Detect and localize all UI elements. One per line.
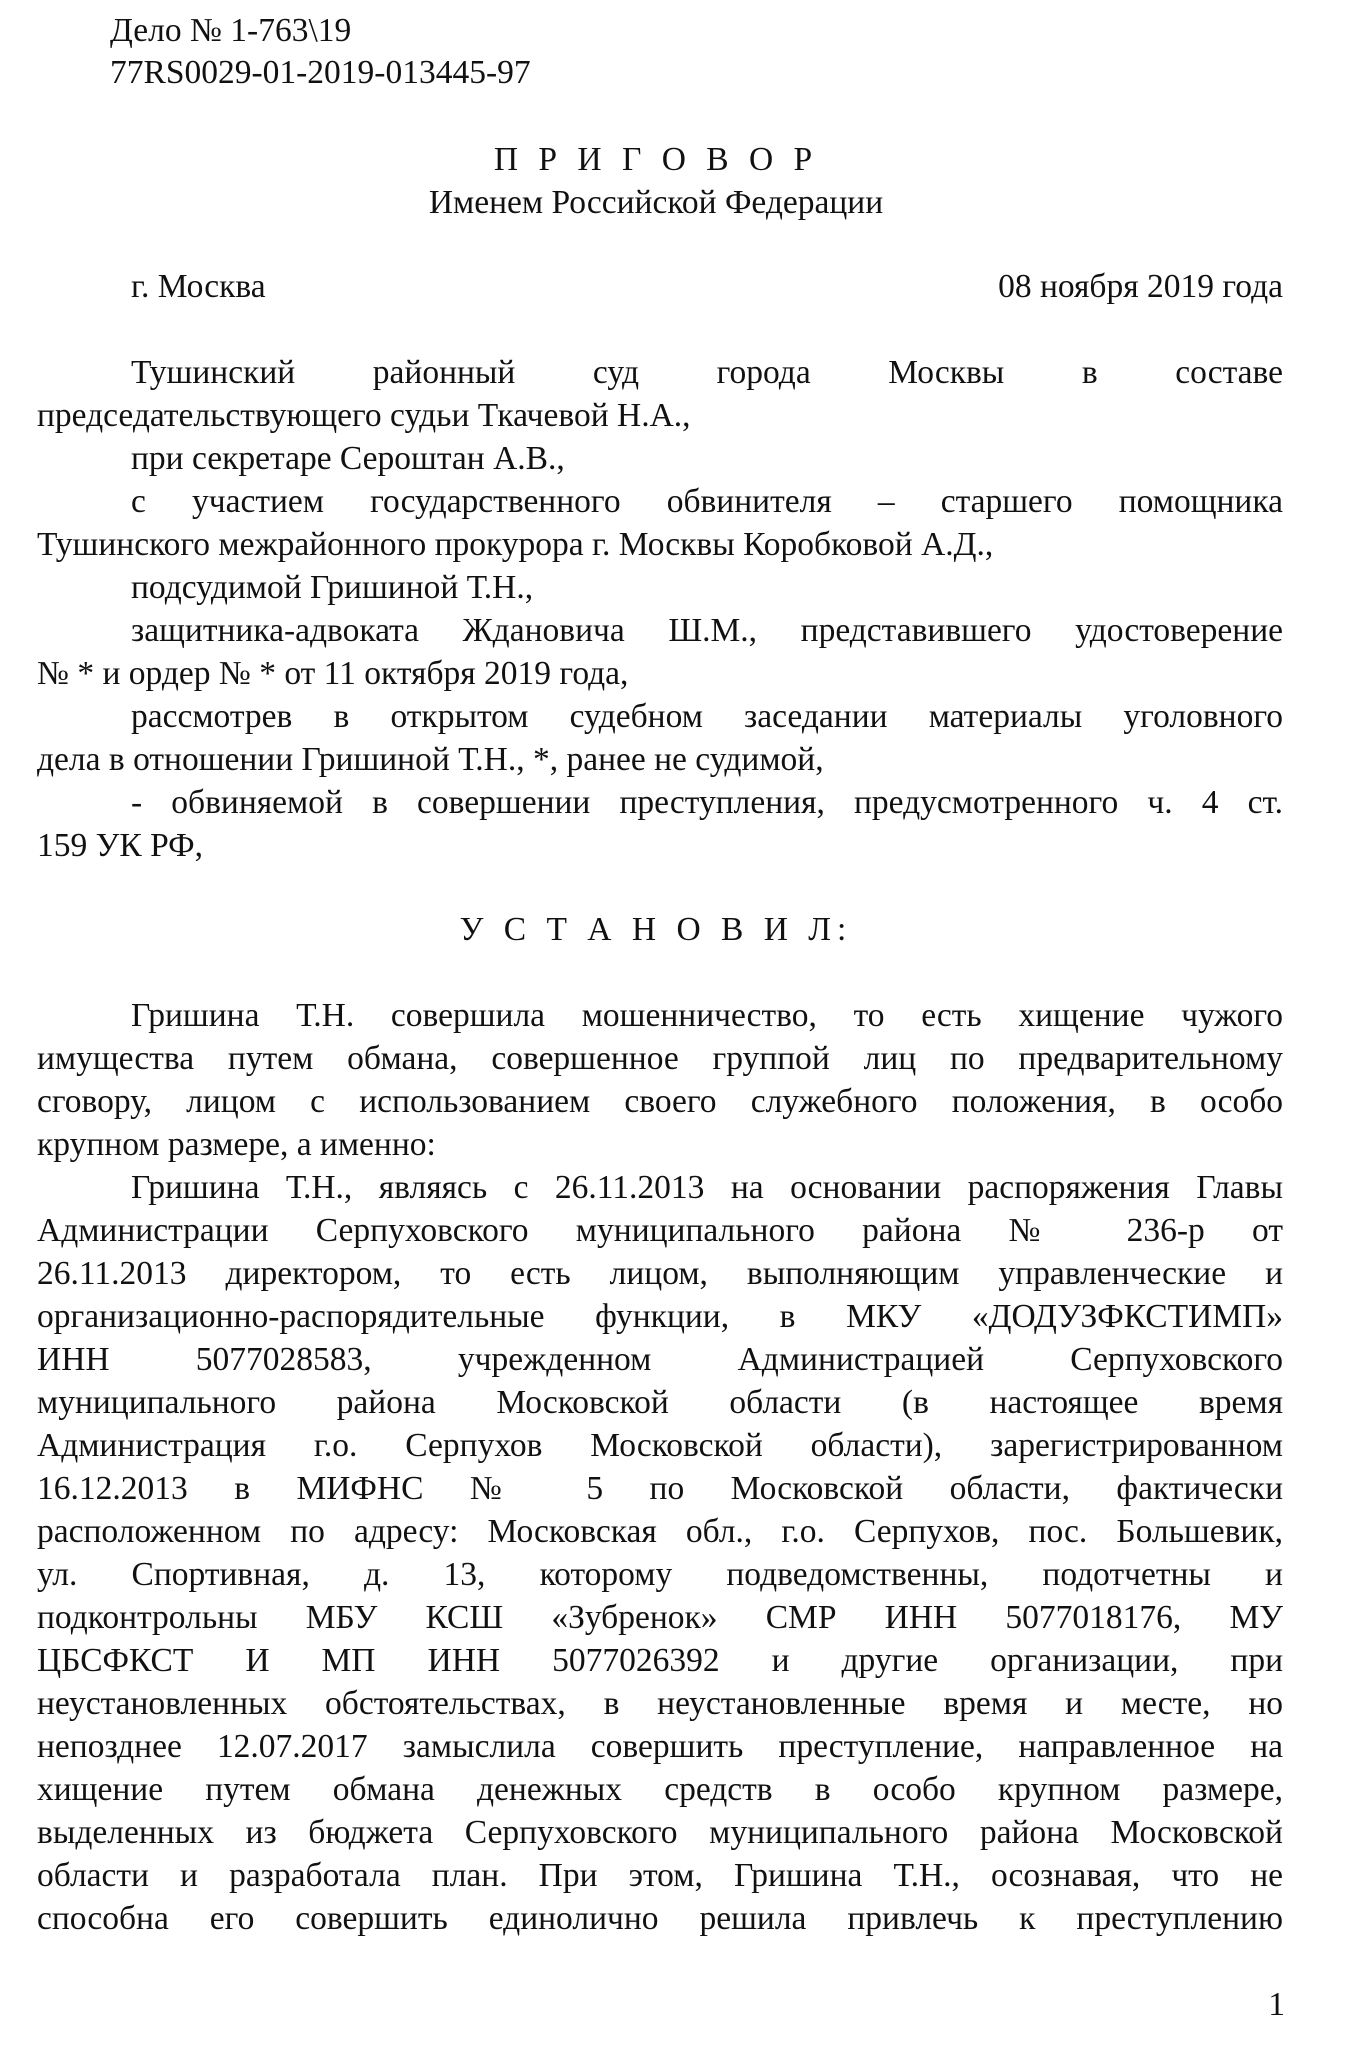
- intro-line: 159 УК РФ,: [37, 827, 203, 864]
- intro-line: председательствующего судьи Ткачевой Н.А.,: [37, 397, 691, 434]
- intro-line: № * и ордер № * от 11 октября 2019 года,: [37, 655, 629, 692]
- intro-line: защитника-адвоката Ждановича Ш.М., представившего удостоверение: [131, 612, 1283, 649]
- body-line: способна его совершить единолично решила привлечь к преступлению: [37, 1900, 1283, 1937]
- body-line: крупном размере, а именно:: [37, 1126, 436, 1163]
- body-line: Администрация г.о. Серпухов Московской области), зарегистрированном: [37, 1427, 1283, 1464]
- body-line: ЦБСФКСТ И МП ИНН 5077026392 и другие организации, при: [37, 1642, 1283, 1679]
- intro-line: Тушинского межрайонного прокурора г. Москвы Коробковой А.Д.,: [37, 526, 994, 563]
- body-line: Гришина Т.Н., являясь с 26.11.2013 на основании распоряжения Главы: [131, 1169, 1283, 1206]
- body-line: ул. Спортивная, д. 13, которому подведомственны, подотчетны и: [37, 1556, 1283, 1593]
- document-title: П Р И Г О В О Р: [493, 141, 819, 178]
- date: 08 ноября 2019 года: [998, 268, 1283, 305]
- intro-line: дела в отношении Гришиной Т.Н., *, ранее не судимой,: [37, 741, 824, 778]
- body-line: сговору, лицом с использованием своего служебного положения, в особо: [37, 1083, 1283, 1120]
- body-line: муниципального района Московской области (в настоящее время: [37, 1384, 1283, 1421]
- body-line: хищение путем обмана денежных средств в особо крупном размере,: [37, 1771, 1283, 1808]
- body-line: 16.12.2013 в МИФНС № 5 по Московской области, фактически: [37, 1470, 1283, 1507]
- intro-line: подсудимой Гришиной Т.Н.,: [131, 569, 534, 606]
- body-line: неустановленных обстоятельствах, в неустановленные время и месте, но: [37, 1685, 1283, 1722]
- case-uid: 77RS0029-01-2019-013445-97: [110, 54, 531, 91]
- body-line: Гришина Т.Н. совершила мошенничество, то есть хищение чужого: [131, 997, 1283, 1034]
- page-number: 1: [1268, 1986, 1285, 2023]
- body-line: 26.11.2013 директором, то есть лицом, выполняющим управленческие и: [37, 1255, 1283, 1292]
- section-heading: У С Т А Н О В И Л:: [459, 911, 853, 948]
- document-subtitle: Именем Российской Федерации: [428, 184, 884, 221]
- body-line: Администрации Серпуховского муниципального района № 236-р от: [37, 1212, 1283, 1249]
- intro-line: при секретаре Сероштан А.В.,: [131, 440, 565, 477]
- body-line: области и разработала план. При этом, Гришина Т.Н., осознавая, что не: [37, 1857, 1283, 1894]
- body-line: непозднее 12.07.2017 замыслила совершить преступление, направленное на: [37, 1728, 1283, 1765]
- intro-line: рассмотрев в открытом судебном заседании материалы уголовного: [131, 698, 1283, 735]
- body-line: имущества путем обмана, совершенное группой лиц по предварительному: [37, 1040, 1283, 1077]
- body-line: ИНН 5077028583, учрежденном Администрацией Серпуховского: [37, 1341, 1283, 1378]
- body-line: выделенных из бюджета Серпуховского муниципального района Московской: [37, 1814, 1283, 1851]
- city: г. Москва: [131, 268, 266, 305]
- body-line: организационно-распорядительные функции, в МКУ «ДОДУЗФКСТИМП»: [37, 1298, 1283, 1335]
- intro-line: с участием государственного обвинителя – старшего помощника: [131, 483, 1283, 520]
- body-line: расположенном по адресу: Московская обл., г.о. Серпухов, пос. Большевик,: [37, 1513, 1283, 1550]
- intro-line: Тушинский районный суд города Москвы в составе: [131, 354, 1283, 391]
- case-number: Дело № 1-763\19: [110, 12, 352, 49]
- intro-line: - обвиняемой в совершении преступления, предусмотренного ч. 4 ст.: [131, 784, 1283, 821]
- body-line: подконтрольны МБУ КСШ «Зубренок» СМР ИНН 5077018176, МУ: [37, 1599, 1283, 1636]
